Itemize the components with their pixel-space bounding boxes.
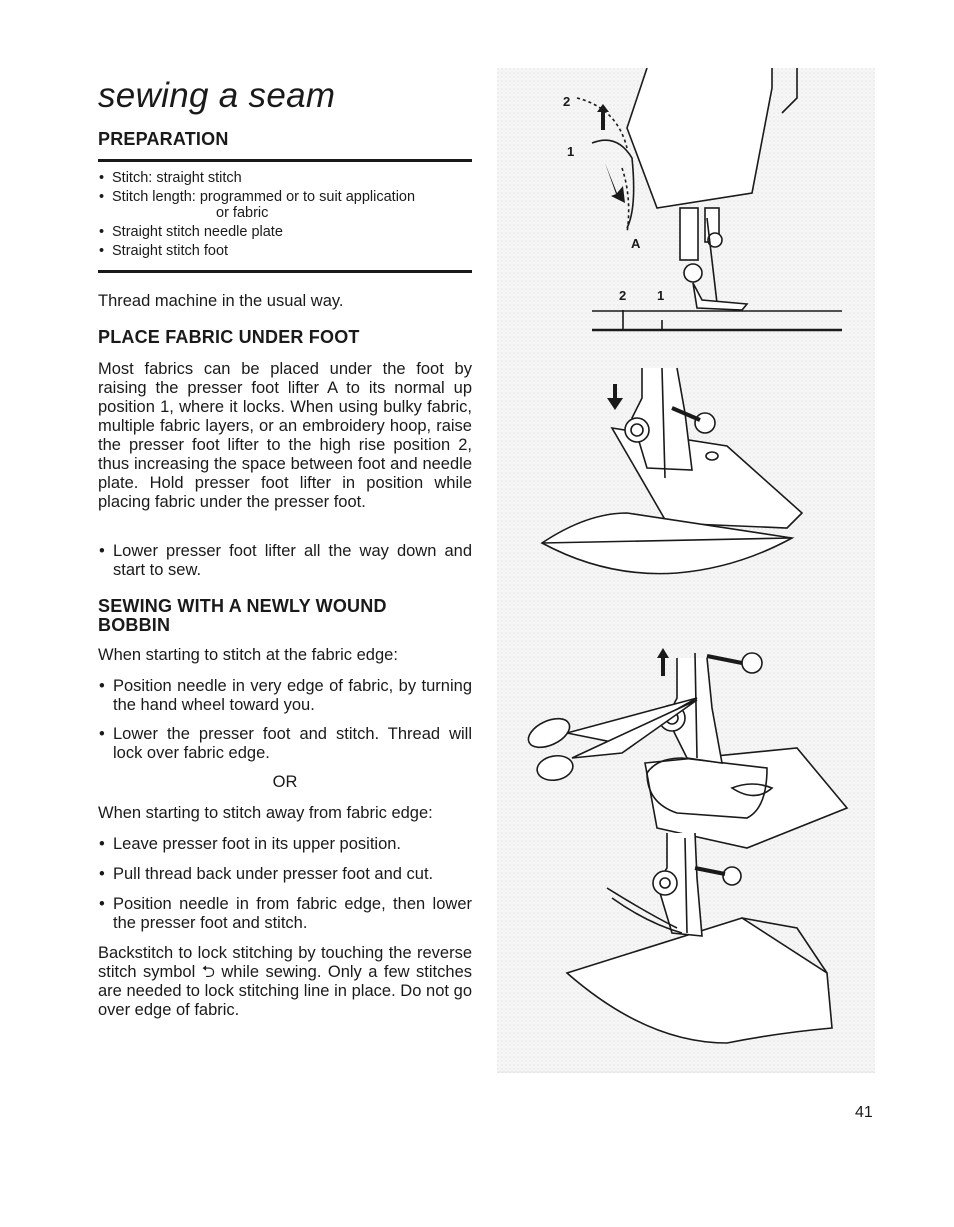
prep-item-length: • Stitch length: programmed or to suit application or fabric — [98, 189, 472, 222]
place-fabric-paragraph: Most fabrics can be placed under the foot by raising the presser foot lifter A to its normal up position 1, where it locks. When using bulky fabric, multiple fabric layers, or an embroidery hoop, raise the presser foot lifter to the high rise position 2, thus increasing the space between foot and needle plate. Hold presser foot lifter in position while placing fabric under the presser foot. — [98, 360, 472, 511]
lower-stitch-bullet: • Lower the presser foot and stitch. Thread will lock over fabric edge. — [98, 725, 472, 763]
prep-item-stitch: • Stitch: straight stitch — [98, 170, 472, 187]
place-fabric-heading: PLACE FABRIC UNDER FOOT — [98, 327, 360, 347]
position-needle-bullet: • Position needle in very edge of fabric, by turning the hand wheel toward you. — [98, 677, 472, 715]
top-rule — [98, 159, 472, 162]
label-lifter-a: A — [631, 236, 641, 251]
thread-note: Thread machine in the usual way. — [98, 292, 344, 310]
away-intro: When starting to stitch away from fabric edge: — [98, 804, 433, 822]
preparation-heading: PREPARATION — [98, 129, 229, 149]
pull-thread-bullet: • Pull thread back under presser foot and cut. — [98, 865, 472, 884]
page-title: sewing a seam — [98, 76, 336, 115]
edge-intro: When starting to stitch at the fabric edge: — [98, 646, 398, 664]
new-bobbin-heading-1: SEWING WITH A NEWLY WOUND — [98, 596, 387, 616]
prep-item-length-cont: or fabric — [216, 205, 269, 221]
lower-foot-bullet: • Lower presser foot lifter all the way down and start to sew. — [98, 542, 472, 580]
bottom-rule — [98, 270, 472, 273]
leave-foot-bullet: • Leave presser foot in its upper position. — [98, 835, 472, 854]
preparation-list — [98, 170, 472, 262]
label-gap-1: 1 — [657, 288, 665, 303]
label-position-2: 2 — [563, 94, 571, 109]
backstitch-paragraph: Backstitch to lock stitching by touching the reverse stitch symbol ⮌ while sewing. Only a few stitches are needed to lock stitching line in place. Do not go over edge of fabric. — [98, 944, 472, 1019]
prep-item-plate: • Straight stitch needle plate — [98, 224, 472, 241]
page-number: 41 — [855, 1104, 873, 1121]
or-separator: OR — [272, 773, 298, 791]
prep-item-foot: • Straight stitch foot — [98, 243, 472, 260]
position-in-bullet: • Position needle in from fabric edge, then lower the presser foot and stitch. — [98, 895, 472, 933]
label-gap-2: 2 — [619, 288, 627, 303]
new-bobbin-heading-2: BOBBIN — [98, 615, 171, 635]
sewing-illustration — [497, 68, 875, 1073]
label-position-1: 1 — [567, 144, 575, 159]
